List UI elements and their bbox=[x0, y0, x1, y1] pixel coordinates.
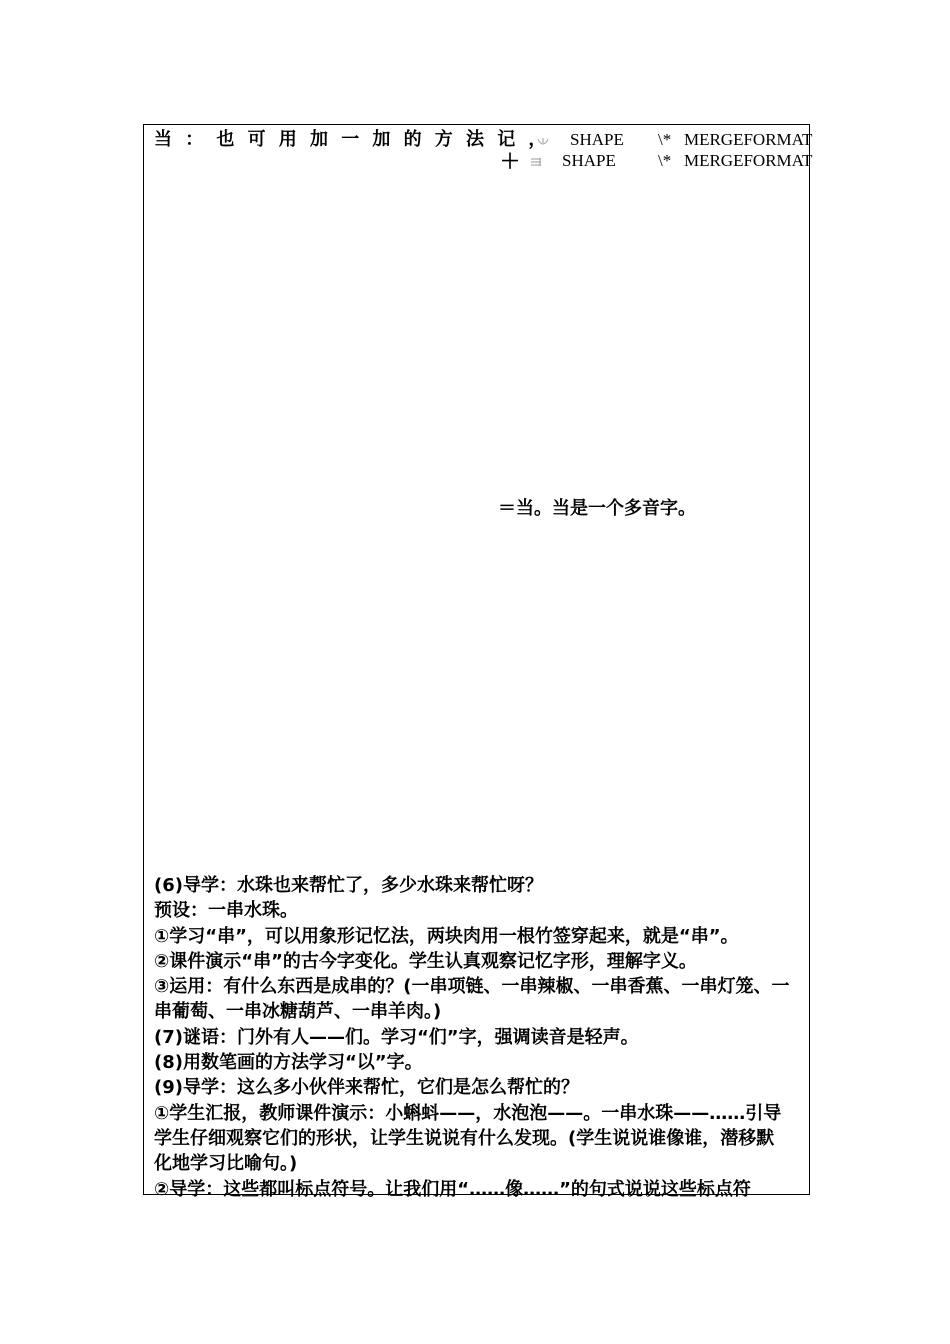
field-code-line-1 bbox=[154, 129, 813, 151]
field-code-line-2 bbox=[154, 149, 813, 173]
body-line: 学生仔细观察它们的形状，让学生说说有什么发现。(学生说说谁像谁，潜移默 bbox=[154, 1127, 775, 1149]
body-line: (8)用数笔画的方法学习“以”字。 bbox=[154, 1052, 423, 1074]
mergeformat-field-2: \* MERGEFORMAT bbox=[658, 151, 813, 170]
body-line: (7)谜语：门外有人——们。学习“们”字，强调读音是轻声。 bbox=[154, 1026, 639, 1048]
table-cell-frame bbox=[143, 124, 813, 1200]
body-line: ①学习“串”，可以用象形记忆法，两块肉用一根竹签穿起来，就是“串”。 bbox=[154, 925, 739, 947]
body-line: ①学生汇报，教师课件演示：小蝌蚪——，水泡泡——。一串水珠——……引导 bbox=[154, 1102, 782, 1124]
plus-sign: ＋ bbox=[500, 149, 520, 173]
body-line: 串葡萄、一串冰糖葫芦、一串羊肉。) bbox=[154, 1001, 442, 1023]
shape-placeholder-icon bbox=[537, 136, 549, 146]
body-line: ②课件演示“串”的古今字变化。学生认真观察记忆字形，理解字义。 bbox=[154, 950, 697, 972]
lesson-body bbox=[154, 873, 802, 1202]
body-line: (6)导学：水珠也来帮忙了，多少水珠来帮忙呀？ bbox=[154, 875, 543, 896]
mergeformat-field-1: \* MERGEFORMAT bbox=[658, 130, 813, 149]
body-line: ③运用：有什么东西是成串的？(一串项链、一串辣椒、一串香蕉、一串灯笼、一 bbox=[154, 976, 790, 998]
shape-field-2: SHAPE bbox=[562, 151, 616, 170]
shape-field-1: SHAPE bbox=[570, 130, 624, 149]
body-line: 化地学习比喻句。) bbox=[154, 1153, 298, 1175]
lead-text: 当：也可用加一加的方法记， bbox=[154, 129, 560, 150]
result-text: ＝当。当是一个多音字。 bbox=[498, 498, 696, 519]
body-line: (9)导学：这么多小伙伴来帮忙，它们是怎么帮忙的？ bbox=[154, 1077, 579, 1099]
shape-placeholder-icon bbox=[530, 157, 542, 167]
body-line: ②导学：这些都叫标点符号。让我们用“……像……”的句式说说这些标点符 bbox=[154, 1178, 751, 1200]
body-line: 预设：一串水珠。 bbox=[154, 900, 298, 922]
